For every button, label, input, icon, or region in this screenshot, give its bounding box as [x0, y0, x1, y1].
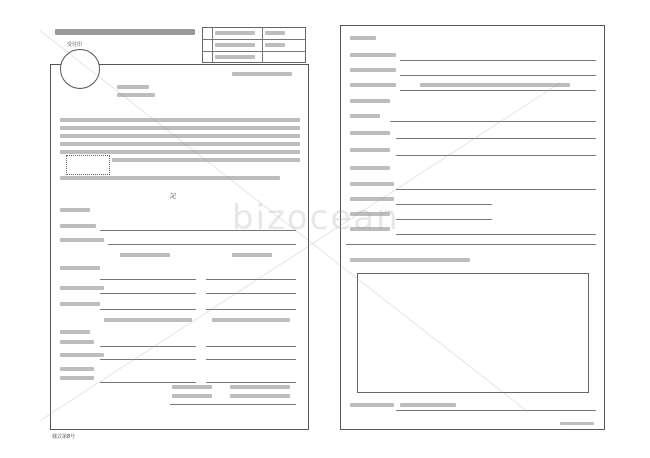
watermark-text: bizocean	[232, 198, 400, 238]
receipt-stamp-label: 受付印	[67, 42, 83, 48]
dotted-inset-box	[66, 155, 110, 175]
map-drawing-box	[357, 273, 589, 393]
receipt-stamp-circle	[60, 49, 100, 89]
section-heading: 記	[170, 193, 177, 200]
left-form-title	[55, 29, 195, 35]
left-form-code: 様式第8号	[52, 434, 76, 440]
right-footer-code	[560, 422, 594, 425]
